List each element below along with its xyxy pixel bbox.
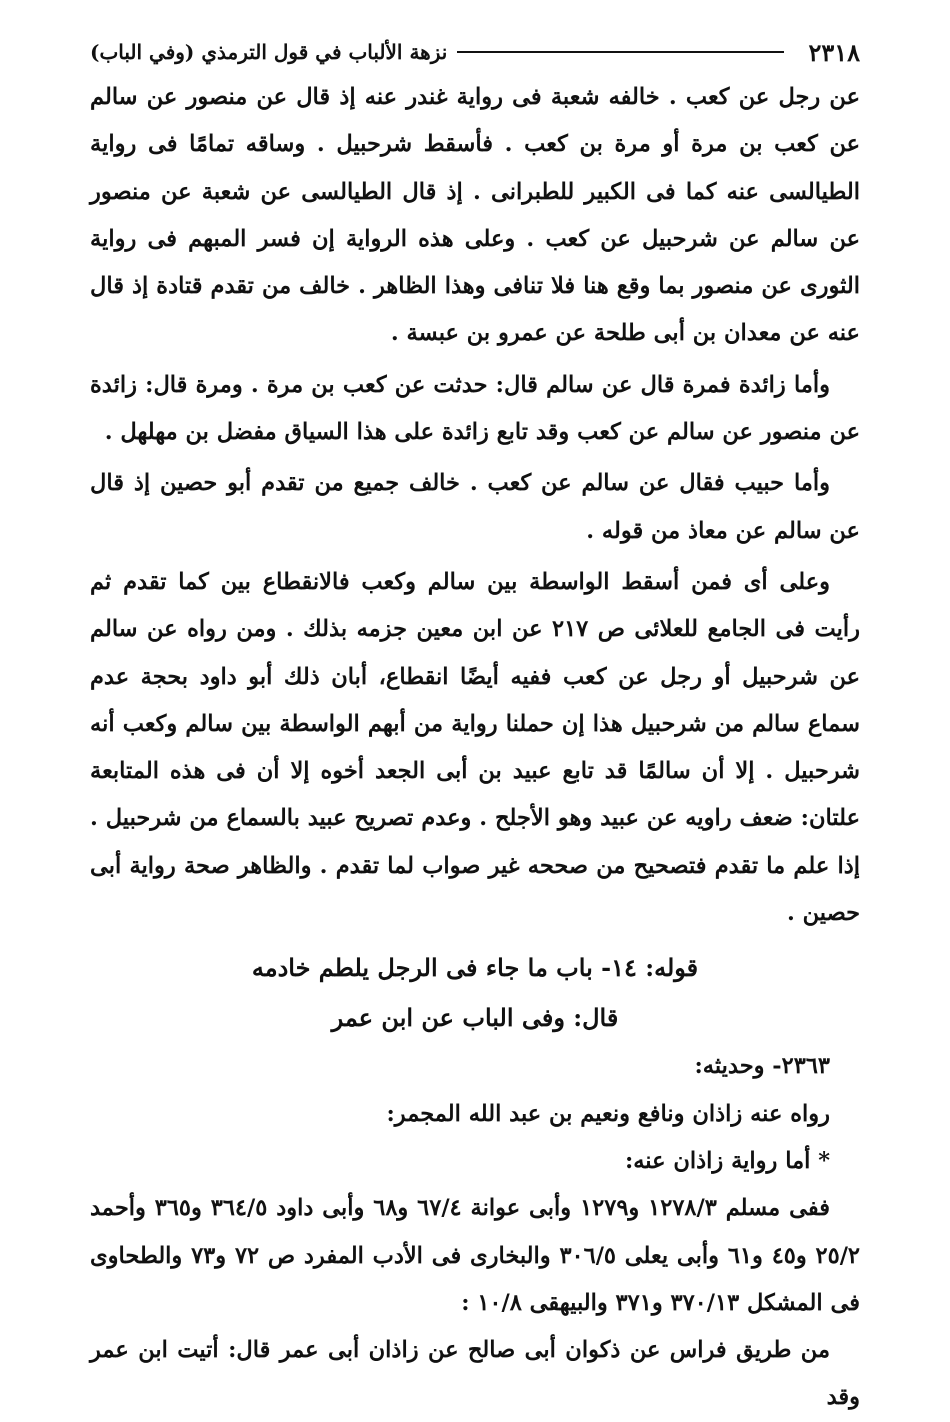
running-header [90, 30, 860, 74]
paragraph-sources: ففى مسلم ١٢٧٨/٣ و١٢٧٩ وأبى عوانة ٦٧/٤ و٦٨ وأبى داود ٣٦٤/٥ و٣٦٥ وأحمد ٢٥/٢ و٤٥ و٦١ وأبى يعلى ٣٠٦/٥ والبخارى فى الأدب المفرد ص ٧٢ و٧٣ والطحاوى فى المشكل ٣٧٠/١٣ و٣٧١ والبيهقى ١٠/٨ : [90, 1195, 861, 1316]
narrators-line: رواه عنه زاذان ونافع ونعيم بن عبد الله المجمر: [386, 1100, 830, 1127]
star-heading: * أما رواية زاذان عنه: [624, 1147, 830, 1174]
paragraph-chain: من طريق فراس عن ذكوان أبى صالح عن زاذان أبى عمر قال: أتيت ابن عمر وقد [90, 1337, 860, 1411]
book-page [90, 30, 860, 1422]
paragraph-zaida: وأما زائدة فمرة قال عن سالم قال: حدثت عن كعب بن مرة . ومرة قال: زائدة عن منصور عن سالم عن كعب وقد تابع زائدة على هذا السياق مفضل بن مهلهل . [90, 371, 860, 446]
page-number: ٢٣١٨ [808, 37, 860, 67]
sub-heading: قال: وفى الباب عن ابن عمر [331, 1003, 619, 1033]
section-heading: قوله: ١٤- باب ما جاء فى الرجل يلطم خادمه [251, 953, 699, 983]
hadith-number: ٢٣٦٣- وحديثه: [694, 1053, 830, 1080]
paragraph-continuation: عن رجل عن كعب . خالفه شعبة فى رواية غندر عنه إذ قال عن منصور عن سالم عن كعب بن مرة أو مرة بن كعب . فأسقط شرحبيل . وساقه تمامًا فى رواية الطيالسى عنه كما فى الكبير للطبرانى . إذ قال الطيالسى عن شعبة عن منصور عن سالم عن شرحبيل عن كعب . وعلى هذه الرواية إن فسر المبهم فى رواية الثورى عن منصور بما وقع هنا فلا تنافى وهذا الظاهر . خالف من تقدم قتادة إذ قال عنه عن معدان بن أبى طلحة عن عمرو بن عبسة . [90, 84, 860, 347]
paragraph-conclusion: وعلى أى فمن أسقط الواسطة بين سالم وكعب فالانقطاع بين كما تقدم ثم رأيت فى الجامع للعلائى ص ٢١٧ عن ابن معين جزمه بذلك . ومن رواه عن سالم عن شرحبيل أو رجل عن كعب ففيه أيضًا انقطاع، أبان ذلك أبو داود بحجة عدم سماع سالم من شرحبيل هذا إن حملنا رواية من أبهم الواسطة بين سالم وكعب أنه شرحبيل . إلا أن سالمًا قد تابع عبيد بن أبى الجعد أخوه إلا أن فى هذه المتابعة علتان: ضعف راويه عن عبيد وهو الأجلح . وعدم تصريح عبيد بالسماع من شرحبيل . إذا علم ما تقدم فتصحيح من صححه غير صواب لما تقدم . والظاهر صحة رواية أبى حصين . [90, 568, 860, 927]
paragraph-habib: وأما حبيب فقال عن سالم عن كعب . خالف جميع من تقدم أبو حصين إذ قال عن سالم عن معاذ من قوله . [90, 470, 860, 544]
page-body [90, 74, 860, 1422]
running-title: نزهة الألباب في قول الترمذي (وفي الباب) [90, 40, 448, 64]
header-rule [457, 51, 784, 53]
